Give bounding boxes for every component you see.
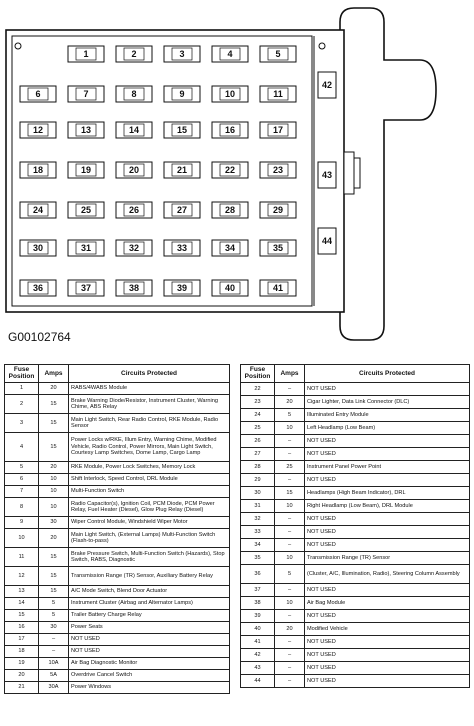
table-row	[5, 382, 230, 394]
amps-cell: –	[275, 661, 305, 674]
fuse-position-cell: 12	[5, 566, 39, 585]
fuse-number: 27	[176, 205, 188, 215]
circuit-cell: NOT USED	[305, 583, 470, 596]
circuit-cell: Overdrive Cancel Switch	[69, 669, 230, 681]
fuse-panel-diagram	[0, 0, 474, 350]
table-row	[5, 547, 230, 566]
circuit-cell: Multi-Function Switch	[69, 485, 230, 497]
fuse-number: 4	[227, 49, 233, 59]
circuit-cell: NOT USED	[305, 434, 470, 447]
table-row	[5, 473, 230, 485]
amps-cell: –	[275, 382, 305, 395]
circuit-cell: NOT USED	[69, 633, 230, 645]
amps-cell: 20	[39, 461, 69, 473]
amps-cell: 15	[39, 394, 69, 413]
table-row	[241, 382, 470, 395]
fuse-position-cell: 24	[241, 408, 275, 421]
fuse-position-cell: 37	[241, 583, 275, 596]
amps-cell: 10	[275, 421, 305, 434]
circuit-cell: Air Bag Diagnostic Monitor	[69, 657, 230, 669]
amps-cell: 5	[39, 609, 69, 621]
fuse-number: 23	[272, 165, 284, 175]
table-header-row	[241, 365, 470, 383]
fuse-number: 6	[35, 89, 41, 99]
fuse-number: 1	[83, 49, 89, 59]
fuse-position-cell: 29	[241, 473, 275, 486]
side-fuse-number: 43	[321, 170, 333, 180]
fuse-number: 25	[80, 205, 92, 215]
circuit-cell: NOT USED	[305, 382, 470, 395]
fuse-position-cell: 8	[5, 497, 39, 516]
fuse-position-cell: 34	[241, 538, 275, 551]
amps-cell: –	[275, 525, 305, 538]
fuse-position-cell: 31	[241, 499, 275, 512]
header-fuse-position: Fuse Position	[5, 365, 39, 383]
fuse-number: 24	[32, 205, 44, 215]
header-fuse-position: Fuse Position	[241, 365, 275, 383]
table-row	[241, 583, 470, 596]
circuit-cell: Brake Pressure Switch, Multi-Function Switch (Hazards), Stop Switch, RABS, Diagnostic	[69, 547, 230, 566]
fuse-position-cell: 7	[5, 485, 39, 497]
fuse-number: 22	[224, 165, 236, 175]
fuse-number: 19	[80, 165, 92, 175]
table-row	[5, 597, 230, 609]
fuse-position-cell: 33	[241, 525, 275, 538]
fuse-position-cell: 17	[5, 633, 39, 645]
table-row	[241, 395, 470, 408]
amps-cell: 30	[39, 516, 69, 528]
fuse-position-cell: 11	[5, 547, 39, 566]
circuit-cell: Left Headlamp (Low Beam)	[305, 421, 470, 434]
fuse-position-cell: 16	[5, 621, 39, 633]
amps-cell: –	[275, 434, 305, 447]
table-row	[5, 657, 230, 669]
circuit-cell: Transmission Range (TR) Sensor	[305, 551, 470, 564]
table-row	[241, 635, 470, 648]
table-row	[5, 585, 230, 597]
fuse-number: 34	[224, 243, 236, 253]
table-row	[5, 681, 230, 693]
amps-cell: 15	[39, 432, 69, 461]
table-row	[5, 394, 230, 413]
circuit-cell: Headlamps (High Beam Indicator), DRL	[305, 486, 470, 499]
amps-cell: –	[275, 674, 305, 687]
fuse-number: 32	[128, 243, 140, 253]
fuse-position-cell: 19	[5, 657, 39, 669]
fuse-number: 35	[272, 243, 284, 253]
fuse-position-cell: 13	[5, 585, 39, 597]
fuse-position-cell: 1	[5, 382, 39, 394]
circuit-cell: Instrument Panel Power Point	[305, 460, 470, 473]
circuit-cell: Main Light Switch, Rear Radio Control, RKE Module, Radio Sensor	[69, 413, 230, 432]
circuit-cell: Power Windows	[69, 681, 230, 693]
fuse-position-cell: 4	[5, 432, 39, 461]
header-circuits: Circuits Protected	[305, 365, 470, 383]
circuit-cell: Power Locks w/RKE, Illum Entry, Warning Chime, Modified Vehicle, Radio Control, Power Mirrors, Main Light Switch, Courtesy Lamp Switches, Dome Lamp, Cargo Lamp	[69, 432, 230, 461]
circuit-cell: (Cluster, A/C, Illumination, Radio), Steering Column Assembly	[305, 564, 470, 583]
fuse-number: 16	[224, 125, 236, 135]
circuit-cell: NOT USED	[305, 609, 470, 622]
amps-cell: 10	[275, 596, 305, 609]
circuit-cell: Brake Warning Diode/Resistor, Instrument Cluster, Warning Chime, ABS Relay	[69, 394, 230, 413]
fuse-number: 30	[32, 243, 44, 253]
fuse-position-cell: 32	[241, 512, 275, 525]
circuit-cell: Right Headlamp (Low Beam), DRL Module	[305, 499, 470, 512]
amps-cell: 10	[275, 551, 305, 564]
circuit-cell: NOT USED	[305, 648, 470, 661]
amps-cell: 15	[39, 566, 69, 585]
fuse-position-cell: 27	[241, 447, 275, 460]
fuse-number: 13	[80, 125, 92, 135]
circuit-cell: NOT USED	[305, 538, 470, 551]
connector-stub	[344, 152, 354, 194]
amps-cell: 20	[275, 395, 305, 408]
circuit-cell: NOT USED	[305, 661, 470, 674]
table-row	[241, 538, 470, 551]
amps-cell: 20	[275, 622, 305, 635]
table-row	[241, 622, 470, 635]
fuse-number: 20	[128, 165, 140, 175]
amps-cell: –	[275, 447, 305, 460]
fuse-position-cell: 43	[241, 661, 275, 674]
side-fuse-number: 44	[321, 236, 333, 246]
fuse-number: 33	[176, 243, 188, 253]
fuse-number: 37	[80, 283, 92, 293]
fuse-number: 7	[83, 89, 89, 99]
fuse-position-cell: 10	[5, 528, 39, 547]
fuse-table-left	[4, 364, 230, 694]
fuse-number: 38	[128, 283, 140, 293]
table-row	[241, 499, 470, 512]
fuse-number: 11	[273, 89, 283, 99]
amps-cell: 20	[39, 382, 69, 394]
table-row	[5, 669, 230, 681]
circuit-cell: Trailer Battery Charge Relay	[69, 609, 230, 621]
table-row	[241, 473, 470, 486]
fuse-position-cell: 40	[241, 622, 275, 635]
circuit-cell: NOT USED	[69, 645, 230, 657]
fuse-number: 12	[32, 125, 44, 135]
fuse-number: 9	[179, 89, 185, 99]
circuit-cell: A/C Mode Switch, Blend Door Actuator	[69, 585, 230, 597]
fuse-position-cell: 6	[5, 473, 39, 485]
amps-cell: 10	[275, 499, 305, 512]
amps-cell: –	[275, 473, 305, 486]
amps-cell: –	[275, 538, 305, 551]
table-row	[241, 674, 470, 687]
amps-cell: 5	[275, 564, 305, 583]
fuse-position-cell: 15	[5, 609, 39, 621]
connector-stub	[354, 158, 360, 188]
amps-cell: 25	[275, 460, 305, 473]
circuit-cell: NOT USED	[305, 674, 470, 687]
fuse-position-cell: 35	[241, 551, 275, 564]
table-row	[241, 648, 470, 661]
table-row	[241, 525, 470, 538]
amps-cell: 10A	[39, 657, 69, 669]
fuse-number: 5	[275, 49, 281, 59]
table-row	[241, 421, 470, 434]
fuse-position-cell: 41	[241, 635, 275, 648]
fuse-position-cell: 25	[241, 421, 275, 434]
table-row	[241, 434, 470, 447]
table-row	[5, 609, 230, 621]
fuse-number: 2	[131, 49, 137, 59]
table-row	[5, 485, 230, 497]
fuse-position-cell: 44	[241, 674, 275, 687]
table-row	[5, 461, 230, 473]
table-row	[5, 566, 230, 585]
fuse-number: 31	[80, 243, 92, 253]
amps-cell: 20	[39, 528, 69, 547]
fuse-number: 40	[224, 283, 236, 293]
fuse-number: 26	[128, 205, 140, 215]
table-row	[5, 621, 230, 633]
circuit-cell: Illuminated Entry Module	[305, 408, 470, 421]
table-row	[5, 633, 230, 645]
table-row	[241, 609, 470, 622]
fuse-number: 17	[272, 125, 284, 135]
fuse-position-cell: 2	[5, 394, 39, 413]
circuit-cell: Air Bag Module	[305, 596, 470, 609]
table-row	[5, 645, 230, 657]
table-row	[5, 413, 230, 432]
amps-cell: –	[275, 648, 305, 661]
circuit-cell: Transmission Range (TR) Sensor, Auxiliary Battery Relay	[69, 566, 230, 585]
amps-cell: 15	[39, 413, 69, 432]
circuit-cell: NOT USED	[305, 635, 470, 648]
amps-cell: 5	[39, 597, 69, 609]
circuit-cell: Main Light Switch, (External Lamps) Multi-Function Switch (Flash-to-pass)	[69, 528, 230, 547]
circuit-cell: Shift Interlock, Speed Control, DRL Module	[69, 473, 230, 485]
fuse-number: 3	[179, 49, 185, 59]
side-fuse-number: 42	[321, 80, 333, 90]
fuse-number: 29	[272, 205, 284, 215]
fuse-position-cell: 42	[241, 648, 275, 661]
circuit-cell: Cigar Lighter, Data Link Connector (DLC)	[305, 395, 470, 408]
circuit-cell: NOT USED	[305, 512, 470, 525]
amps-cell: –	[275, 635, 305, 648]
fuse-number: 39	[176, 283, 188, 293]
fuse-position-cell: 26	[241, 434, 275, 447]
header-amps: Amps	[275, 365, 305, 383]
amps-cell: 15	[39, 585, 69, 597]
table-row	[241, 564, 470, 583]
amps-cell: –	[39, 633, 69, 645]
fuse-table-right	[240, 364, 470, 688]
circuit-cell: NOT USED	[305, 473, 470, 486]
table-row	[5, 528, 230, 547]
fuse-number: 8	[131, 89, 137, 99]
table-row	[5, 516, 230, 528]
circuit-cell: Instrument Cluster (Airbag and Alternator Lamps)	[69, 597, 230, 609]
amps-cell: –	[39, 645, 69, 657]
circuit-cell: NOT USED	[305, 447, 470, 460]
amps-cell: –	[275, 512, 305, 525]
amps-cell: 5A	[39, 669, 69, 681]
amps-cell: –	[275, 583, 305, 596]
amps-cell: 30A	[39, 681, 69, 693]
fuse-position-cell: 22	[241, 382, 275, 395]
fuse-position-cell: 38	[241, 596, 275, 609]
circuit-cell: Modified Vehicle	[305, 622, 470, 635]
fuse-position-cell: 18	[5, 645, 39, 657]
circuit-cell: Radio Capacitor(s), Ignition Coil, PCM Diode, PCM Power Relay, Fuel Heater (Diesel), Glow Plug Relay (Diesel)	[69, 497, 230, 516]
fuse-position-cell: 20	[5, 669, 39, 681]
header-amps: Amps	[39, 365, 69, 383]
fuse-position-cell: 5	[5, 461, 39, 473]
amps-cell: 10	[39, 473, 69, 485]
table-row	[5, 432, 230, 461]
table-row	[241, 408, 470, 421]
fuse-position-cell: 3	[5, 413, 39, 432]
fuse-position-cell: 39	[241, 609, 275, 622]
amps-cell: 15	[39, 547, 69, 566]
amps-cell: 15	[275, 486, 305, 499]
circuit-cell: RKE Module, Power Lock Switches, Memory Lock	[69, 461, 230, 473]
fuse-number: 10	[224, 89, 236, 99]
fuse-position-cell: 14	[5, 597, 39, 609]
table-row	[241, 486, 470, 499]
amps-cell: 30	[39, 621, 69, 633]
table-header-row	[5, 365, 230, 383]
table-row	[241, 661, 470, 674]
table-row	[241, 460, 470, 473]
circuit-cell: Power Seats	[69, 621, 230, 633]
amps-cell: –	[275, 609, 305, 622]
circuit-cell: Wiper Control Module, Windshield Wiper Motor	[69, 516, 230, 528]
fuse-number: 36	[32, 283, 44, 293]
fuse-number: 15	[176, 125, 188, 135]
fuse-number: 14	[128, 125, 140, 135]
amps-cell: 10	[39, 497, 69, 516]
circuit-cell: NOT USED	[305, 525, 470, 538]
diagram-code: G00102764	[8, 330, 71, 344]
fuse-position-cell: 23	[241, 395, 275, 408]
table-row	[241, 447, 470, 460]
table-row	[5, 497, 230, 516]
fuse-position-cell: 30	[241, 486, 275, 499]
fuse-position-cell: 36	[241, 564, 275, 583]
table-row	[241, 512, 470, 525]
fuse-position-cell: 28	[241, 460, 275, 473]
circuit-cell: RABS/4WABS Module	[69, 382, 230, 394]
fuse-number: 21	[176, 165, 188, 175]
table-row	[241, 596, 470, 609]
amps-cell: 10	[39, 485, 69, 497]
fuse-number: 28	[224, 205, 236, 215]
header-circuits: Circuits Protected	[69, 365, 230, 383]
fuse-position-cell: 21	[5, 681, 39, 693]
table-row	[241, 551, 470, 564]
fuse-number: 41	[272, 283, 284, 293]
fuse-number: 18	[32, 165, 44, 175]
fuse-position-cell: 9	[5, 516, 39, 528]
amps-cell: 5	[275, 408, 305, 421]
